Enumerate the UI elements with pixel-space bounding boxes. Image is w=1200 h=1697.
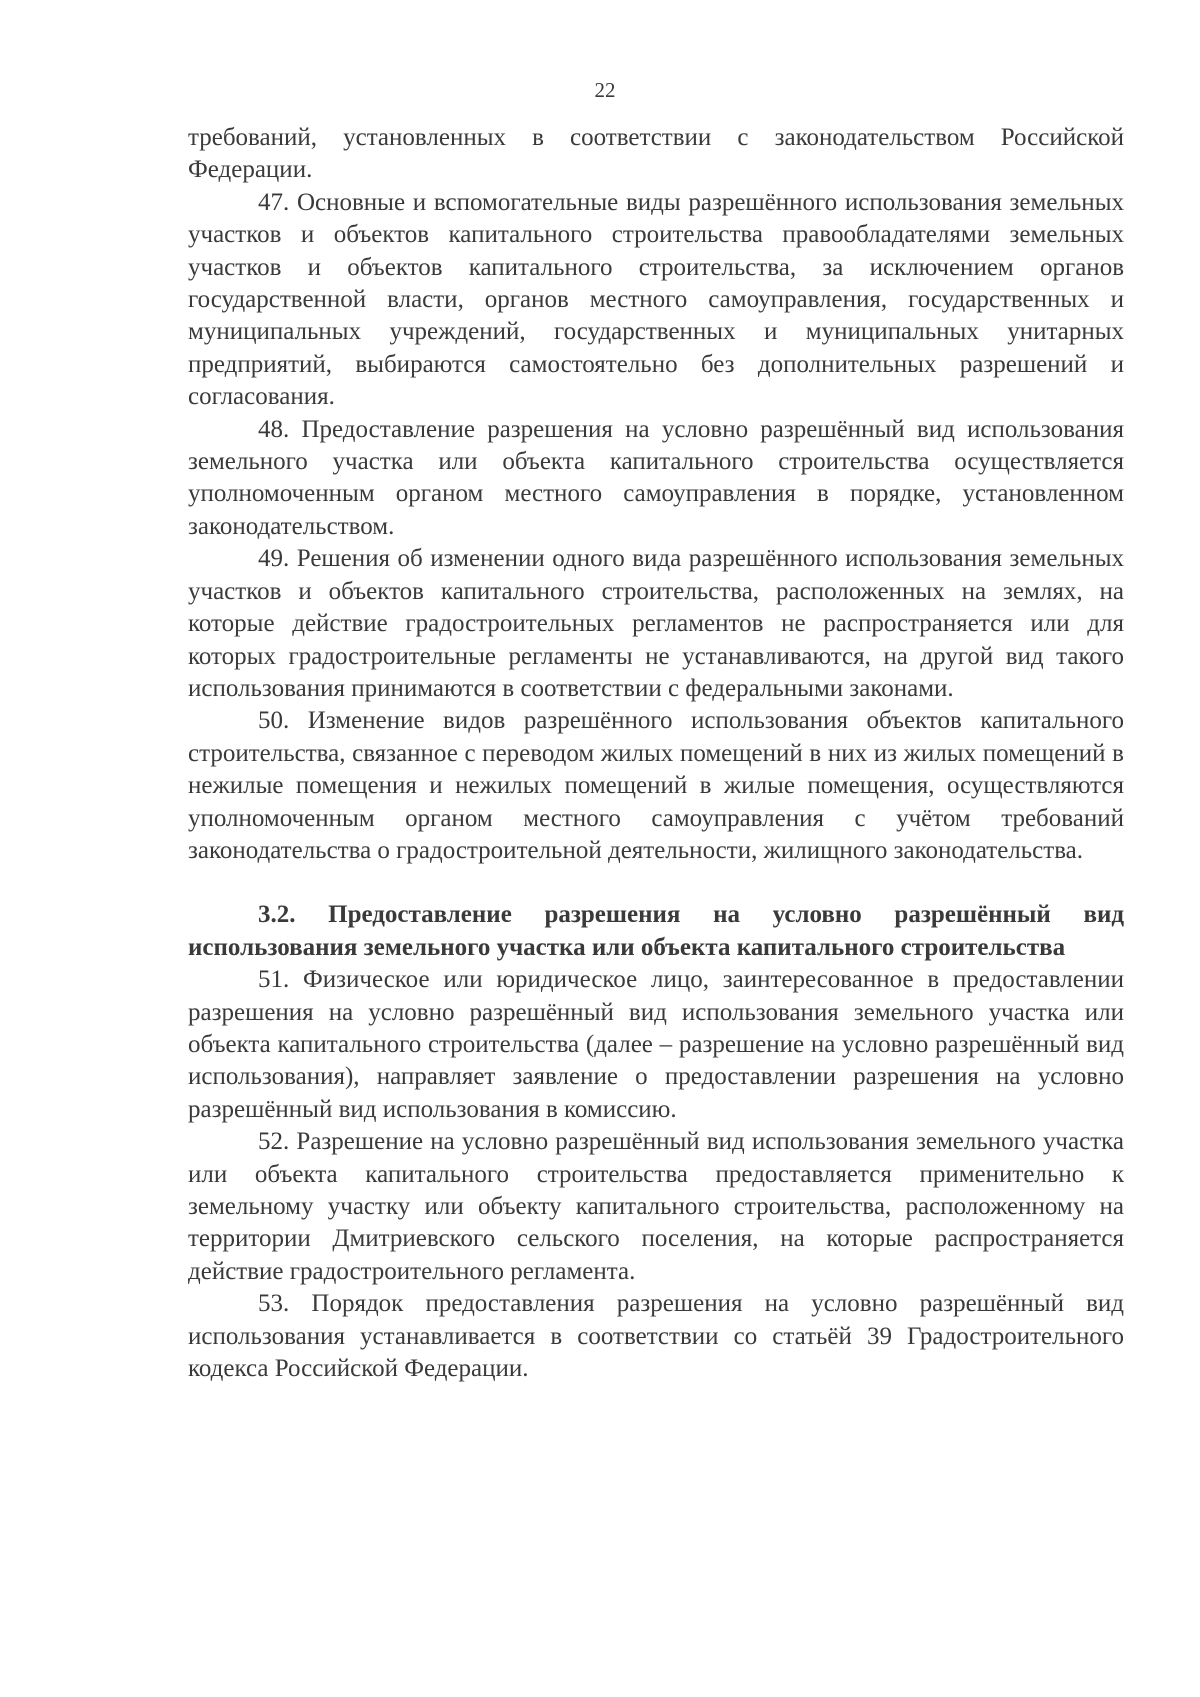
document-body — [188, 122, 1124, 1385]
paragraph-49: 49. Решения об изменении одного вида разрешённого использования земельных участков и объектов капитального строительства, расположенных на землях, на которые действие градостроительных регламентов не распространяется или для которых градостроительные регламенты не устанавливаются, на другой вид такого использования принимаются в соответствии с федеральными законами. — [188, 545, 1124, 702]
paragraph-53: 53. Порядок предоставления разрешения на условно разрешённый вид использования устанавливается в соответствии со статьёй 39 Градостроительного кодекса Российской Федерации. — [188, 1290, 1124, 1383]
paragraph-continuation: требований, установленных в соответствии с законодательством Российской Федерации. — [188, 124, 1124, 184]
paragraph-51: 51. Физическое или юридическое лицо, заинтересованное в предоставлении разрешения на условно разрешённый вид использования земельного участка или объекта капитального строительства (далее – разрешение на условно разрешённый вид использования), направляет заявление о предоставлении разрешения на условно разрешённый вид использования в комиссию. — [188, 966, 1124, 1123]
section-heading-3-2: 3.2. Предоставление разрешения на условно разрешённый вид использования земельного участка или объекта капитального строительства — [188, 901, 1124, 961]
paragraph-50: 50. Изменение видов разрешённого использования объектов капитального строительства, связанное с переводом жилых помещений в них из жилых помещений в нежилые помещения и нежилых помещений в жилые помещения, осуществляются уполномоченным органом местного самоуправления с учётом требований законодательства о градостроительной деятельности, жилищного законодательства. — [188, 707, 1124, 864]
paragraph-48: 48. Предоставление разрешения на условно разрешённый вид использования земельного участка или объекта капитального строительства осуществляется уполномоченным органом местного самоуправления в порядке, установленном законодательством. — [188, 415, 1124, 540]
paragraph-52: 52. Разрешение на условно разрешённый вид использования земельного участка или объекта капитального строительства предоставляется применительно к земельному участку или объекту капитального строительства, расположенному на территории Дмитриевского сельского поселения, на которые распространяется действие градостроительного регламента. — [188, 1128, 1124, 1285]
paragraph-47: 47. Основные и вспомогательные виды разрешённого использования земельных участков и объектов капитального строительства правообладателями земельных участков и объектов капитального строительства, за исключением органов государственной власти, органов местного самоуправления, государственных и муниципальных учреждений, государственных и муниципальных унитарных предприятий, выбираются самостоятельно без дополнительных разрешений и согласования. — [188, 188, 1124, 411]
page-number: 22 — [594, 78, 616, 102]
